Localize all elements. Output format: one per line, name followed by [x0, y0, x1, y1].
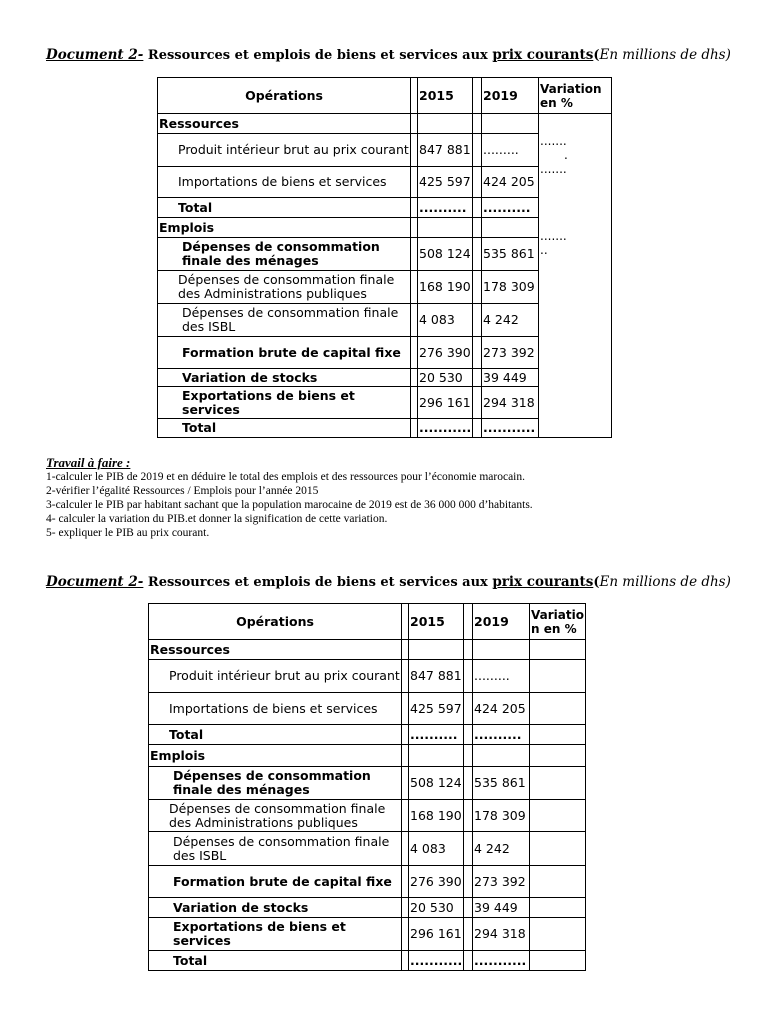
table-row [149, 918, 586, 951]
header-operations: Opérations [158, 78, 411, 114]
row-label: Importations de biens et services [158, 167, 411, 198]
section-emplois: Emplois [158, 218, 411, 238]
cell-2015: 20 530 [418, 369, 473, 387]
table-row-total [149, 951, 586, 971]
task-item: 2-vérifier l’égalité Ressources / Emplois pour l’année 2015 [46, 485, 319, 497]
cell-2015: 4 083 [409, 832, 464, 866]
header-2015: 2015 [409, 604, 464, 640]
cell-2015: ........... [409, 951, 464, 971]
cell-2015: 847 881 [409, 660, 464, 693]
cell-2015: 168 190 [409, 800, 464, 832]
cell-2015: 425 597 [418, 167, 473, 198]
task-item: 5- expliquer le PIB au prix courant. [46, 527, 210, 539]
variation-value: ....... [540, 134, 567, 148]
table-row [149, 767, 586, 800]
cell-variation [530, 918, 586, 951]
doc-unit: En millions de dhs) [599, 47, 731, 63]
row-label: Dépenses de consommation finale des ISBL [158, 304, 411, 337]
table-header-row [149, 604, 586, 640]
task-item: 3-calculer le PIB par habitant sachant que la population marocaine de 2019 est de 36 000 000 d’habitants. [46, 499, 533, 511]
document-title-2 [46, 575, 746, 590]
cell-2019: 424 205 [473, 693, 530, 725]
section-ressources: Ressources [158, 114, 411, 134]
row-label: Dépenses de consommation finale des Administrations publiques [149, 800, 402, 832]
cell-2019: ........... [473, 951, 530, 971]
table-row [149, 866, 586, 898]
resources-table-1 [157, 77, 612, 438]
cell-2019: 4 242 [473, 832, 530, 866]
doc-unit: En millions de dhs) [599, 574, 731, 590]
cell-2019: 273 392 [482, 337, 539, 369]
row-label: Formation brute de capital fixe [158, 337, 411, 369]
document-title-1 [46, 48, 746, 63]
cell-variation [530, 832, 586, 866]
section-row-emplois [149, 745, 586, 767]
cell-2015: .......... [418, 198, 473, 218]
cell-2019: .......... [482, 198, 539, 218]
row-label: Produit intérieur brut au prix courant [158, 134, 411, 167]
doc-label: Document 2- [46, 574, 144, 590]
cell-variation [530, 898, 586, 918]
header-2015: 2015 [418, 78, 473, 114]
table-header-row [158, 78, 612, 114]
table-row [149, 660, 586, 693]
tasks-section [46, 456, 746, 540]
cell-2019: ........... [482, 419, 539, 438]
table-row [149, 832, 586, 866]
section-row-ressources [149, 640, 586, 660]
cell-2015: 20 530 [409, 898, 464, 918]
row-label: Total [158, 419, 411, 438]
section-ressources: Ressources [149, 640, 402, 660]
variation-value: ....... [540, 162, 567, 176]
cell-variation [530, 693, 586, 725]
header-variation: Variation en % [539, 78, 612, 114]
cell-2019: 424 205 [482, 167, 539, 198]
cell-2015: 276 390 [418, 337, 473, 369]
row-label: Total [149, 725, 402, 745]
resources-table-2 [148, 603, 586, 971]
table-row [149, 693, 586, 725]
section-row-ressources [158, 114, 612, 134]
cell-2015: 4 083 [418, 304, 473, 337]
cell-2015: 425 597 [409, 693, 464, 725]
cell-2019: 39 449 [473, 898, 530, 918]
cell-2019: 178 309 [473, 800, 530, 832]
cell-2019: ......... [473, 660, 530, 693]
variation-column [539, 114, 612, 438]
cell-variation [530, 725, 586, 745]
section-emplois: Emplois [149, 745, 402, 767]
header-variation: Variation en % [530, 604, 586, 640]
row-label: Exportations de biens et services [149, 918, 402, 951]
cell-2019: 294 318 [473, 918, 530, 951]
paren: ( [593, 48, 600, 63]
task-item: 4- calculer la variation du PIB.et donner la signification de cette variation. [46, 513, 388, 525]
row-label: Dépenses de consommation finale des ménages [158, 238, 411, 271]
cell-variation [530, 800, 586, 832]
cell-2015: 296 161 [409, 918, 464, 951]
doc-heading: Ressources et emplois de biens et services aux [143, 575, 493, 590]
row-label: Variation de stocks [158, 369, 411, 387]
cell-2019: 294 318 [482, 387, 539, 419]
row-label: Dépenses de consommation finale des ISBL [149, 832, 402, 866]
task-item: 1-calculer le PIB de 2019 et en déduire le total des emplois et des ressources pour l’économie marocain. [46, 471, 526, 483]
cell-2015: .......... [409, 725, 464, 745]
row-label: Variation de stocks [149, 898, 402, 918]
table-row-total [149, 725, 586, 745]
cell-2015: 847 881 [418, 134, 473, 167]
cell-2015: 296 161 [418, 387, 473, 419]
header-operations: Opérations [149, 604, 402, 640]
cell-2019: 535 861 [473, 767, 530, 800]
doc-heading: Ressources et emplois de biens et services aux [143, 48, 493, 63]
cell-variation [530, 660, 586, 693]
doc-label: Document 2- [46, 47, 144, 63]
cell-variation [530, 866, 586, 898]
cell-2019: ......... [482, 134, 539, 167]
variation-value: . [564, 148, 568, 162]
cell-2015: ........... [418, 419, 473, 438]
cell-2019: 535 861 [482, 238, 539, 271]
cell-2019: 4 242 [482, 304, 539, 337]
row-label: Produit intérieur brut au prix courant [149, 660, 402, 693]
cell-2019: 273 392 [473, 866, 530, 898]
cell-2019: 178 309 [482, 271, 539, 304]
cell-variation [530, 767, 586, 800]
cell-2015: 508 124 [418, 238, 473, 271]
doc-heading-underlined: prix courants [492, 47, 594, 63]
row-label: Total [149, 951, 402, 971]
variation-value: .. [540, 243, 548, 257]
row-label: Exportations de biens et services [158, 387, 411, 419]
paren: ( [593, 575, 600, 590]
row-label: Importations de biens et services [149, 693, 402, 725]
variation-value: ....... [540, 229, 567, 243]
row-label: Formation brute de capital fixe [149, 866, 402, 898]
cell-2015: 508 124 [409, 767, 464, 800]
row-label: Dépenses de consommation finale des ménages [149, 767, 402, 800]
table-row [149, 898, 586, 918]
cell-2019: 39 449 [482, 369, 539, 387]
tasks-title: Travail à faire : [46, 455, 131, 470]
cell-2015: 276 390 [409, 866, 464, 898]
header-2019: 2019 [473, 604, 530, 640]
cell-2015: 168 190 [418, 271, 473, 304]
cell-2019: .......... [473, 725, 530, 745]
row-label: Dépenses de consommation finale des Administrations publiques [158, 271, 411, 304]
header-2019: 2019 [482, 78, 539, 114]
row-label: Total [158, 198, 411, 218]
cell-variation [530, 951, 586, 971]
doc-heading-underlined: prix courants [492, 574, 594, 590]
table-row [149, 800, 586, 832]
